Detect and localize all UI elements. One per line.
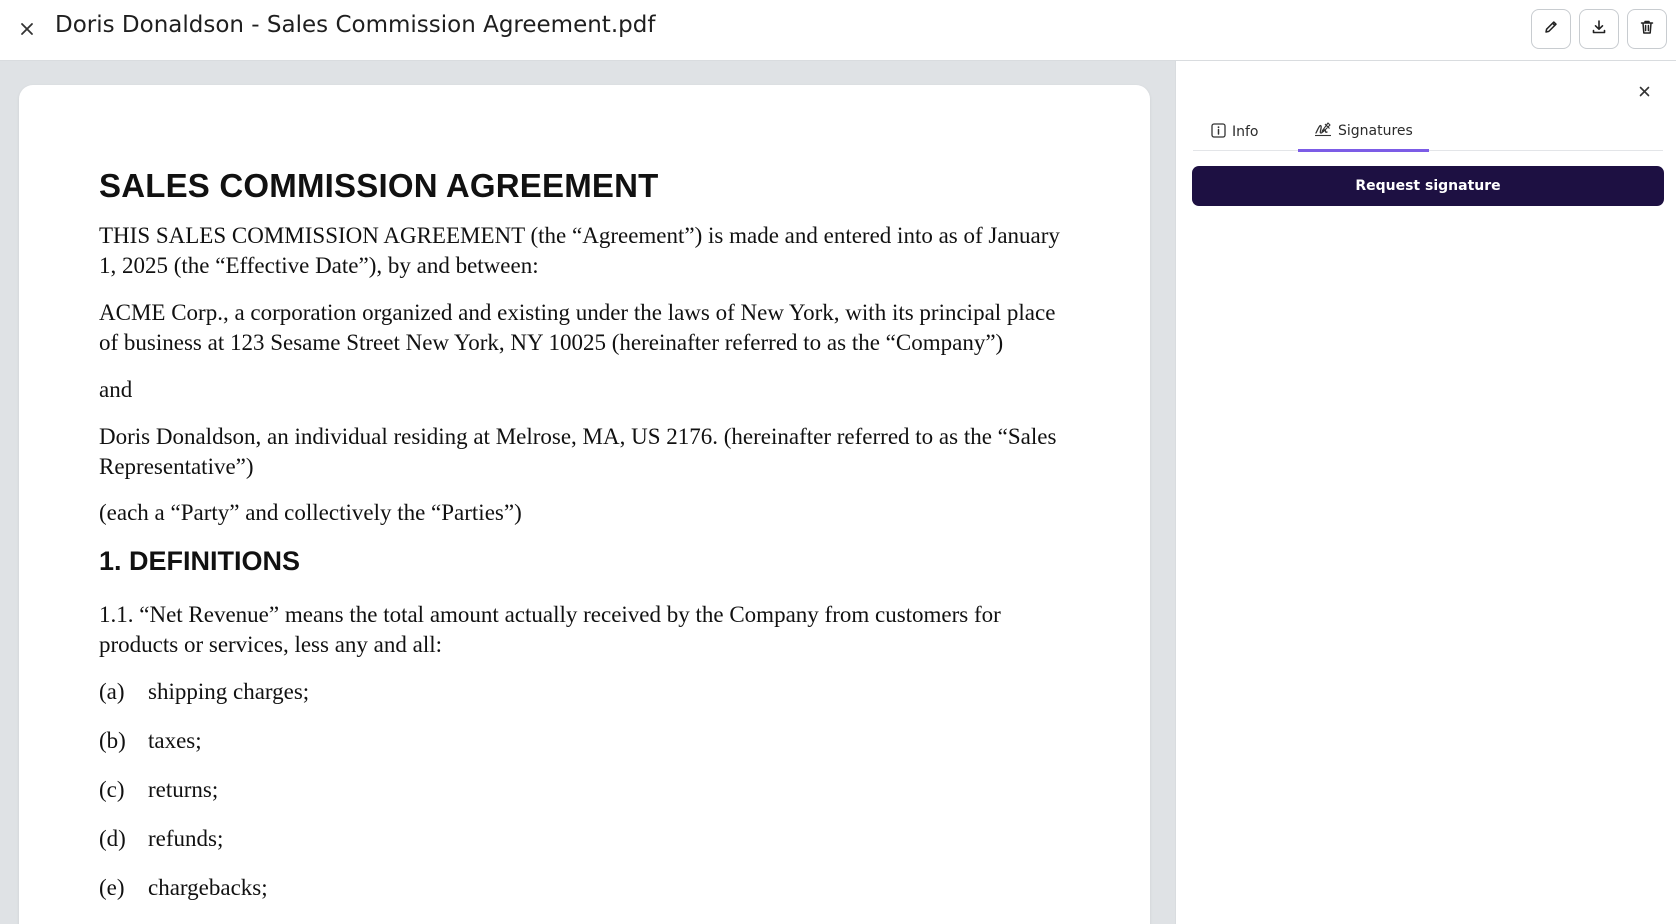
definition-paragraph [99, 600, 1074, 660]
list-text: chargebacks; [148, 875, 268, 900]
rep-paragraph [99, 422, 1074, 482]
download-icon [1591, 19, 1607, 40]
company-line-2: of business at 123 Sesame Street New York, NY 10025 (hereinafter referred to as the “Company”) [99, 330, 1004, 355]
and-text: and [99, 377, 133, 402]
trash-icon [1639, 19, 1655, 40]
list-text: refunds; [148, 826, 224, 851]
close-icon[interactable] [14, 16, 40, 42]
intro-line-1: THIS SALES COMMISSION AGREEMENT (the “Agreement”) is made and entered into as of January [99, 223, 1060, 248]
intro-paragraph [99, 221, 1074, 281]
delete-button[interactable] [1627, 9, 1667, 49]
list-text: returns; [148, 777, 219, 802]
request-signature-button[interactable]: Request signature [1192, 166, 1664, 206]
tab-signatures-label: Signatures [1338, 123, 1413, 139]
document-viewer[interactable] [0, 61, 1175, 924]
definition-line-1: 1.1. “Net Revenue” means the total amount actually received by the Company from customers for [99, 602, 1001, 627]
rep-line-2: Representative”) [99, 454, 254, 479]
intro-line-2: 1, 2025 (the “Effective Date”), by and between: [99, 253, 539, 278]
side-panel [1175, 61, 1676, 924]
pencil-icon [1543, 19, 1559, 40]
list-marker: (c) [99, 777, 125, 802]
list-marker: (e) [99, 875, 125, 900]
list-item [99, 824, 223, 854]
document-title: SALES COMMISSION AGREEMENT [99, 167, 659, 204]
list-item [99, 726, 202, 756]
signature-icon [1314, 121, 1332, 141]
section-heading-definitions: 1. DEFINITIONS [99, 546, 301, 576]
list-marker: (b) [99, 728, 126, 753]
list-marker: (d) [99, 826, 126, 851]
definition-line-2: products or services, less any and all: [99, 632, 442, 657]
list-item [99, 677, 309, 707]
list-text: taxes; [148, 728, 202, 753]
app-header [0, 0, 1676, 61]
tab-info[interactable] [1207, 113, 1263, 151]
edit-button[interactable] [1531, 9, 1571, 49]
parties-text: (each a “Party” and collectively the “Parties”) [99, 500, 522, 525]
company-line-1: ACME Corp., a corporation organized and existing under the laws of New York, with its principal place [99, 300, 1056, 325]
info-icon [1211, 123, 1226, 142]
document-page [19, 85, 1150, 924]
list-text: shipping charges; [148, 679, 310, 704]
download-button[interactable] [1579, 9, 1619, 49]
company-paragraph [99, 298, 1074, 358]
list-item [99, 873, 268, 903]
panel-tabs [1193, 113, 1663, 151]
list-item [99, 775, 218, 805]
rep-line-1: Doris Donaldson, an individual residing at Melrose, MA, US 2176. (hereinafter referred to as the “Sales [99, 424, 1057, 449]
list-marker: (a) [99, 679, 125, 704]
file-title: Doris Donaldson - Sales Commission Agreement.pdf [55, 12, 656, 38]
tab-signatures[interactable] [1298, 113, 1429, 152]
tab-info-label: Info [1232, 124, 1259, 140]
panel-close-icon[interactable] [1632, 79, 1656, 103]
